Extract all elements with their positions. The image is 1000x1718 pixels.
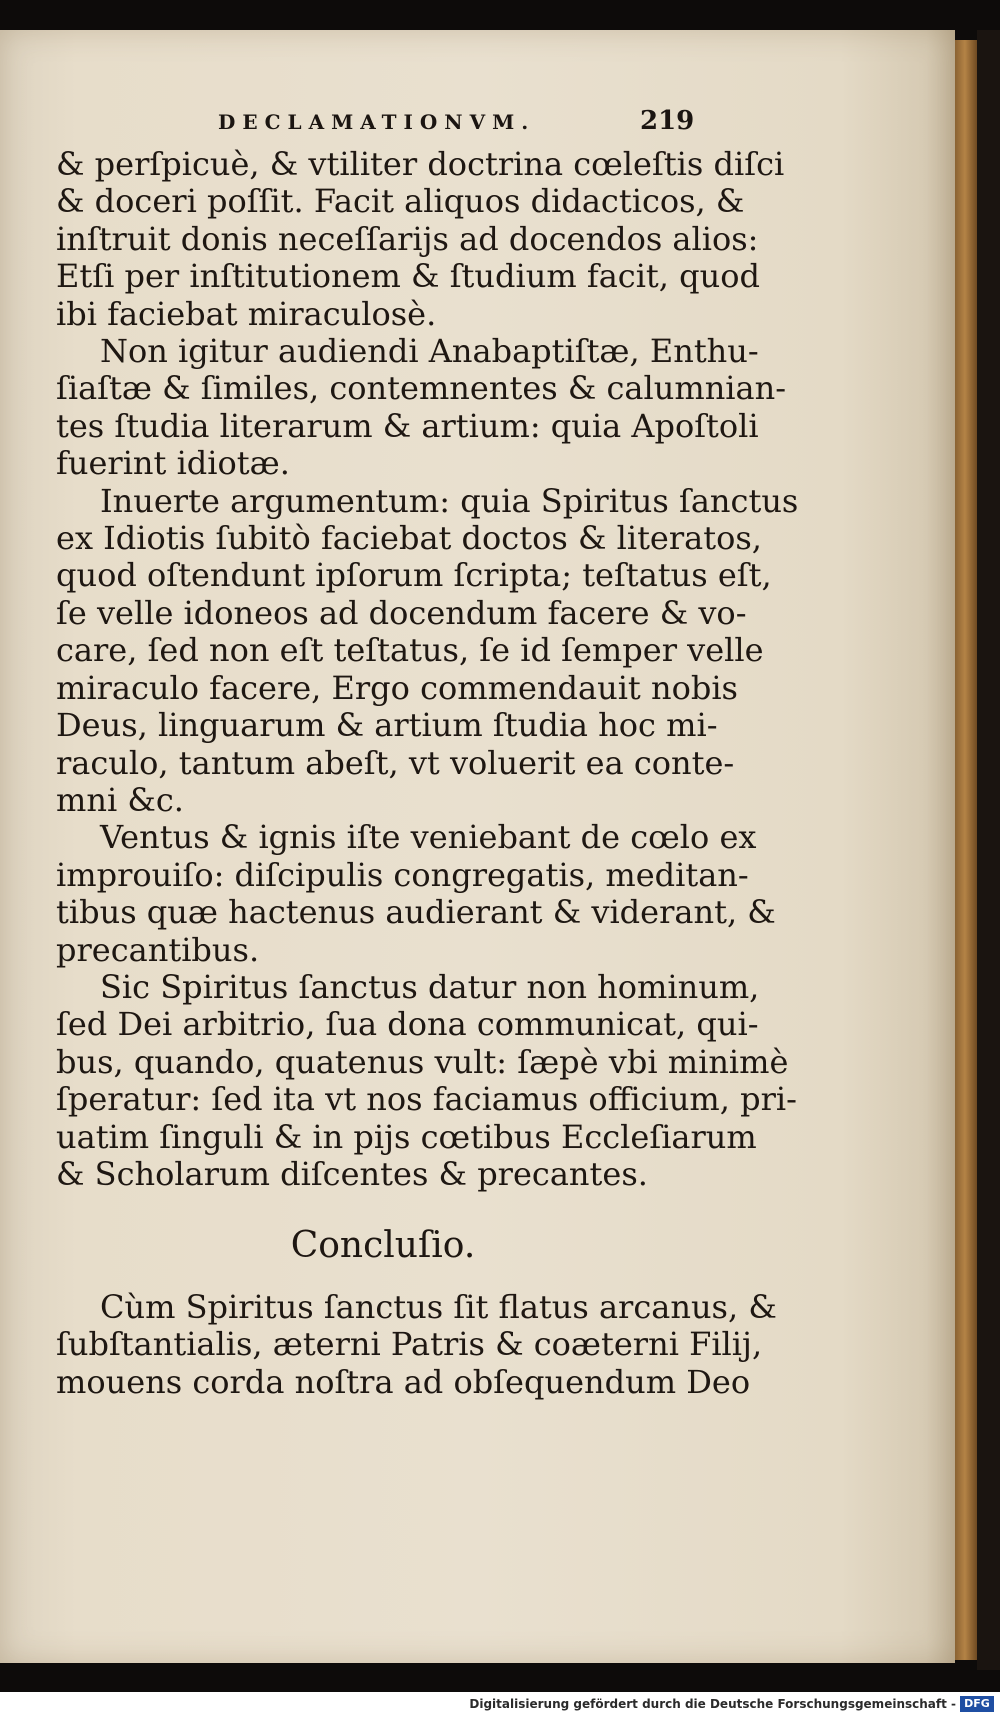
text-line: ex Idiotis ſubitò faciebat doctos & literatos,	[56, 519, 762, 558]
text-line: ſe velle idoneos ad docendum facere & vo-	[56, 593, 747, 632]
text-line: improuiſo: diſcipulis congregatis, meditan-	[56, 855, 749, 894]
body-text	[56, 145, 799, 1401]
book-page	[0, 30, 955, 1663]
text-line: bus, quando, quatenus vult: ſæpè vbi minimè	[56, 1042, 789, 1081]
text-line: Ventus & ignis iſte veniebant de cœlo ex	[100, 818, 757, 857]
text-line: & doceri poſſit. Facit aliquos didacticos, &	[56, 182, 745, 221]
text-line: Deus, linguarum & artium ſtudia hoc mi-	[56, 706, 718, 745]
text-line: Non igitur audiendi Anabaptiſtæ, Enthu-	[100, 332, 759, 371]
text-line: raculo, tantum abeſt, vt voluerit ea conte-	[56, 743, 735, 782]
text-line: ſubſtantialis, æterni Patris & coæterni Filij,	[56, 1325, 763, 1364]
text-line: ſperatur: ſed ita vt nos faciamus officium, pri-	[56, 1080, 797, 1119]
text-line: mouens corda noſtra ad obſequendum Deo	[56, 1362, 751, 1401]
text-line: Sic Spiritus ſanctus datur non hominum,	[100, 967, 760, 1006]
book-spine-shadow	[977, 30, 1000, 1670]
text-line: precantibus.	[56, 930, 260, 969]
paragraph-5	[56, 967, 797, 1193]
text-line: & perſpicuè, & vtiliter doctrina cœleſtis diſci	[56, 145, 785, 183]
text-line: tibus quæ hactenus audierant & viderant, &	[56, 893, 776, 932]
text-line: uatim ſinguli & in pijs cœtibus Eccleſiarum	[56, 1117, 757, 1156]
text-line: Etſi per inſtitutionem & ſtudium facit, quod	[56, 257, 760, 296]
text-line: care, ſed non eſt teſtatus, ſe id ſemper velle	[56, 631, 764, 670]
text-line: ſed Dei arbitrio, ſua dona communicat, qui-	[56, 1005, 759, 1044]
text-line: mni &c.	[56, 780, 184, 819]
dfg-logo: DFG	[960, 1696, 994, 1712]
funding-credit: Digitalisierung gefördert durch die Deutsche Forschungsgemeinschaft -	[469, 1697, 956, 1711]
text-line: inſtruit donis neceſſarijs ad docendos alios:	[56, 219, 759, 258]
text-line: ſiaſtæ & ſimiles, contemnentes & calumnian-	[56, 369, 787, 408]
text-line: Cùm Spiritus ſanctus ſit flatus arcanus, &	[100, 1287, 777, 1326]
text-line: miraculo facere, Ergo commendauit nobis	[56, 668, 738, 707]
text-line: fuerint idiotæ.	[56, 444, 290, 483]
running-head: DECLAMATIONVM.	[218, 110, 536, 134]
text-line: ibi faciebat miraculosè.	[56, 294, 437, 333]
footer-bar	[0, 1692, 1000, 1718]
text-line: tes ſtudia literarum & artium: quia Apoſtoli	[56, 406, 759, 445]
page-number: 219	[640, 106, 695, 136]
text-line: & Scholarum diſcentes & precantes.	[56, 1154, 648, 1193]
conclusion-paragraph	[56, 1287, 777, 1401]
page-edge	[955, 40, 977, 1660]
paragraph-3	[56, 481, 799, 820]
section-heading: Concluſio.	[290, 1225, 476, 1267]
text-line: quod oſtendunt ipſorum ſcripta; teſtatus eſt,	[56, 556, 772, 595]
paragraph-2	[56, 332, 787, 483]
paragraph-1	[56, 145, 785, 333]
paragraph-4	[56, 818, 776, 969]
text-line: Inuerte argumentum: quia Spiritus ſanctus	[100, 481, 799, 520]
